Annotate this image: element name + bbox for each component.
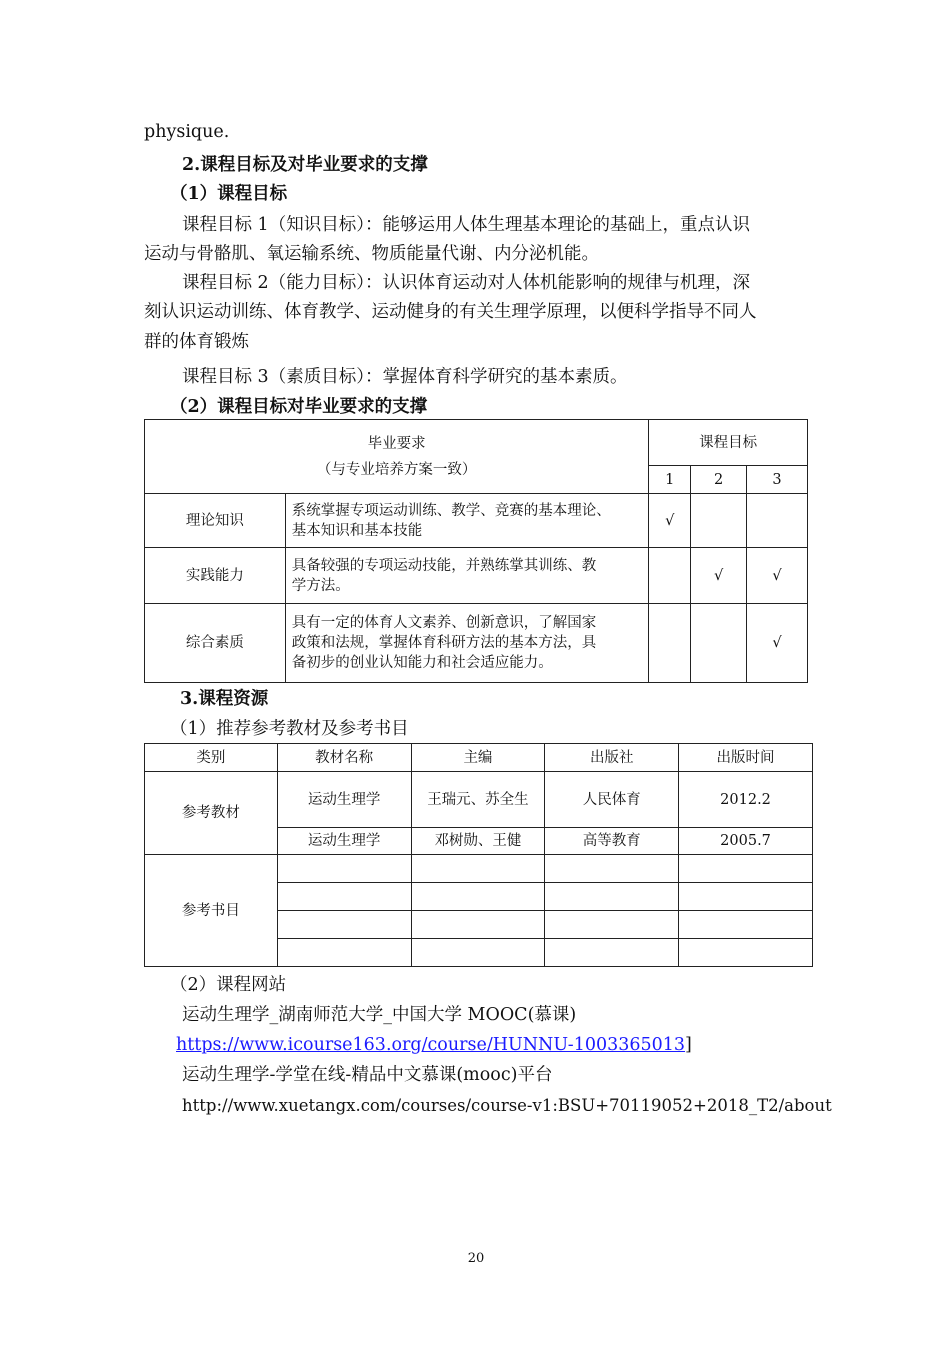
table-row: [145, 604, 808, 683]
check-mark: [649, 604, 691, 683]
table-row: [145, 548, 808, 604]
site2-url: http://www.xuetangx.com/courses/course-v1:BSU+70119052+2018_T2/about: [182, 1096, 832, 1115]
col-header-title: 教材名称: [277, 744, 411, 772]
check-mark: [747, 494, 808, 548]
goal3-line: 课程目标 3（素质目标）：掌握体育科学研究的基本素质。: [182, 367, 628, 387]
course-goals-heading: （1）课程目标: [170, 184, 288, 204]
empty-cell: [679, 855, 813, 883]
check-mark: √: [691, 548, 747, 604]
goal-col-3: 3: [747, 466, 808, 494]
row-description: 具备较强的专项运动技能，并熟练掌其训练、教 学方法。: [285, 548, 648, 604]
empty-cell: [277, 939, 411, 967]
section3-heading: 3.课程资源: [180, 689, 269, 709]
book-editor: 邓树勋、王健: [411, 828, 545, 855]
row-category: 综合素质: [145, 604, 286, 683]
empty-cell: [411, 883, 545, 911]
section2-heading: 2.课程目标及对毕业要求的支撑: [182, 155, 428, 175]
empty-cell: [277, 911, 411, 939]
empty-cell: [277, 855, 411, 883]
book-title: 运动生理学: [277, 772, 411, 828]
row-category: 理论知识: [145, 494, 286, 548]
check-mark: [649, 548, 691, 604]
reference-books-category: 参考书目: [145, 855, 278, 967]
check-mark: √: [649, 494, 691, 548]
book-date: 2012.2: [679, 772, 813, 828]
site2-title: 运动生理学-学堂在线-精品中文慕课(mooc)平台: [182, 1065, 553, 1085]
empty-cell: [545, 911, 679, 939]
intro-tail: physique.: [144, 122, 230, 142]
row-category: 实践能力: [145, 548, 286, 604]
row-description: 具有一定的体育人文素养、创新意识，了解国家 政策和法规，掌握体育科研方法的基本方法，具 备初步的创业认知能力和社会适应能力。: [285, 604, 648, 683]
site1-bracket: ]: [685, 1035, 692, 1055]
goal1-line2: 运动与骨骼肌、氧运输系统、物质能量代谢、内分泌机能。: [144, 244, 599, 264]
empty-cell: [411, 939, 545, 967]
support-heading: （2）课程目标对毕业要求的支撑: [170, 397, 428, 417]
check-mark: √: [747, 548, 808, 604]
empty-cell: [411, 855, 545, 883]
empty-cell: [411, 911, 545, 939]
header-requirements: 毕业要求 （与专业培养方案一致）: [145, 420, 649, 494]
goal1-line1: 课程目标 1（知识目标）：能够运用人体生理基本理论的基础上，重点认识: [182, 215, 750, 235]
site1-link[interactable]: https://www.icourse163.org/course/HUNNU-1003365013: [176, 1035, 686, 1055]
page-number: 20: [467, 1251, 485, 1266]
goal2-line3: 群的体育锻炼: [144, 332, 249, 352]
col-header-editor: 主编: [411, 744, 545, 772]
col-header-date: 出版时间: [679, 744, 813, 772]
check-mark: [691, 494, 747, 548]
col-header-category: 类别: [145, 744, 278, 772]
references-heading: （1）推荐参考教材及参考书目: [170, 719, 409, 739]
table-row: [145, 494, 808, 548]
book-editor: 王瑞元、苏全生: [411, 772, 545, 828]
header-course-goals: 课程目标: [649, 420, 808, 466]
empty-cell: [679, 911, 813, 939]
textbook-category: 参考教材: [145, 772, 278, 855]
check-mark: √: [747, 604, 808, 683]
empty-cell: [679, 939, 813, 967]
table-row: [145, 772, 813, 828]
table-row: [145, 855, 813, 883]
website-heading: （2）课程网站: [170, 975, 287, 995]
book-publisher: 高等教育: [545, 828, 679, 855]
goal-col-2: 2: [691, 466, 747, 494]
resource-table: [144, 743, 813, 967]
empty-cell: [545, 939, 679, 967]
empty-cell: [277, 883, 411, 911]
empty-cell: [545, 883, 679, 911]
goal2-line1: 课程目标 2（能力目标）：认识体育运动对人体机能影响的规律与机理，深: [182, 273, 750, 293]
empty-cell: [545, 855, 679, 883]
check-mark: [691, 604, 747, 683]
book-publisher: 人民体育: [545, 772, 679, 828]
goal2-line2: 刻认识运动训练、体育教学、运动健身的有关生理学原理，以便科学指导不同人: [144, 302, 757, 322]
site1-title: 运动生理学_湖南师范大学_中国大学 MOOC(慕课): [182, 1005, 577, 1025]
empty-cell: [679, 883, 813, 911]
site1-url-line: [176, 1033, 692, 1057]
book-title: 运动生理学: [277, 828, 411, 855]
goal-col-1: 1: [649, 466, 691, 494]
row-description: 系统掌握专项运动训练、教学、竞赛的基本理论、 基本知识和基本技能: [285, 494, 648, 548]
book-date: 2005.7: [679, 828, 813, 855]
support-table: [144, 419, 808, 683]
col-header-publisher: 出版社: [545, 744, 679, 772]
